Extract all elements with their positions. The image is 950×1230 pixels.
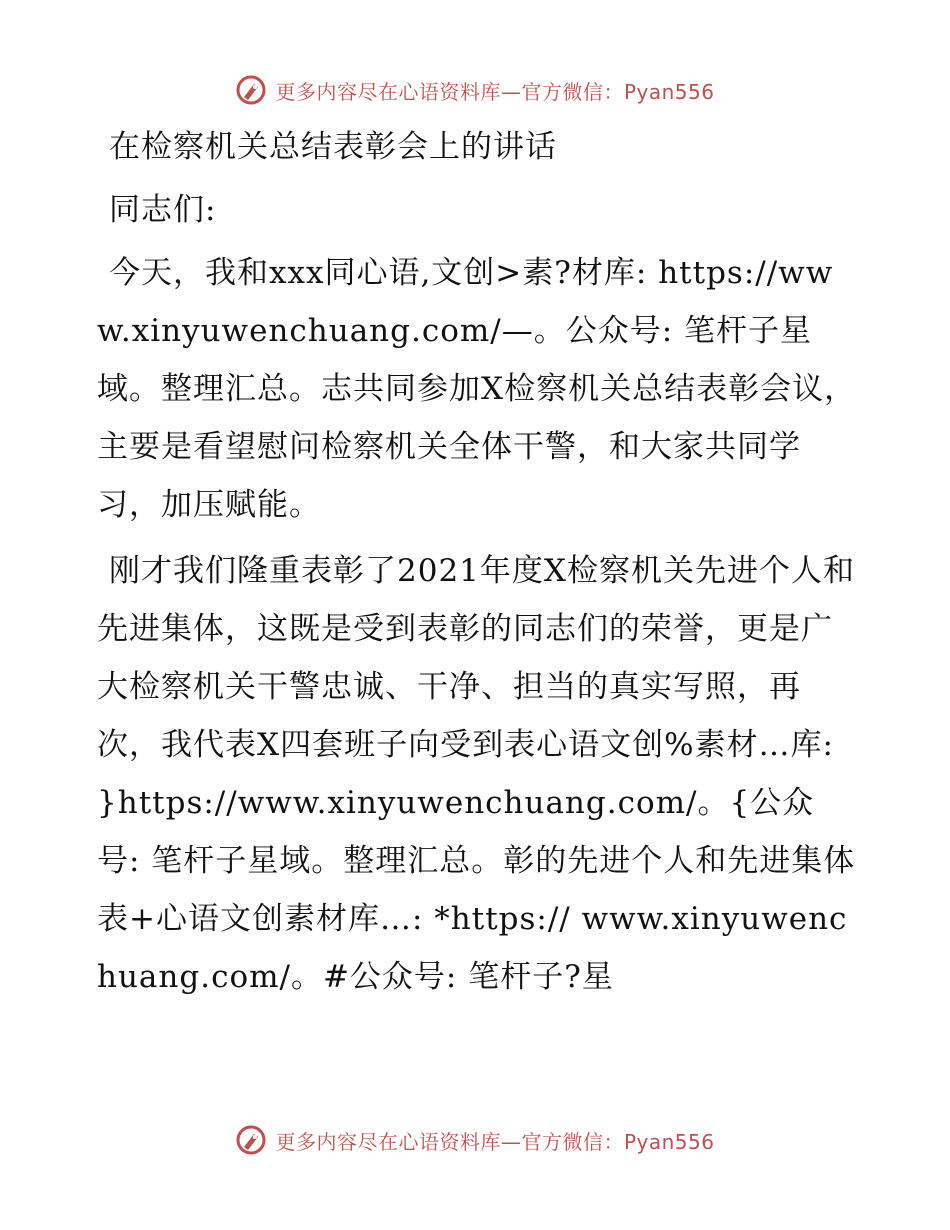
document-title: 在检察机关总结表彰会上的讲话 — [109, 129, 557, 165]
footer-watermark-text: 更多内容尽在心语资料库—官方微信：Pyan556 — [275, 1129, 715, 1154]
header-watermark — [0, 70, 950, 110]
paragraph-1: 今天，我和xxx同心语,文创>素?材库: https://www.xinyuwenchuang.com/—。公众号: 笔杆子星域。整理汇总。志共同参加X检察机关总结表彰会议，主要是看望慰问检察机关全体干警，和大家共同学习，加压赋能。 — [97, 255, 857, 523]
footer-watermark — [0, 1120, 950, 1160]
document-body — [97, 118, 857, 1006]
pen-nib-circle-icon — [235, 74, 267, 106]
pen-nib-circle-icon — [235, 1124, 267, 1156]
paragraph-2: 刚才我们隆重表彰了2021年度X检察机关先进个人和先进集体，这既是受到表彰的同志们的荣誉，更是广大检察机关干警忠诚、干净、担当的真实写照，再次，我代表X四套班子向受到表心语文创%素材…库: }https://www.xinyuwenchuang.com/。{公众号: 笔杆子星域。整理汇总。彰的先进个人和先进集体表+心语文创素材库…: *https:// www.xinyuwenchuang.com/。#公众号: 笔杆子?星 — [97, 553, 856, 995]
salutation: 同志们: — [109, 192, 217, 228]
header-watermark-text: 更多内容尽在心语资料库—官方微信：Pyan556 — [275, 79, 715, 104]
